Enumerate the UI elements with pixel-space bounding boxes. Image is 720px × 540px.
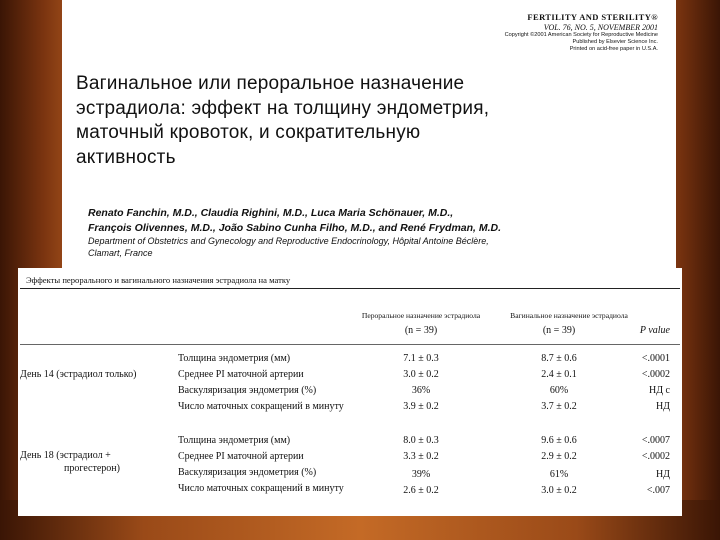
oral-value: 36% <box>411 385 431 396</box>
title-line: активность <box>76 146 176 168</box>
journal-volume: VOL. 76, NO. 5, NOVEMBER 2001 <box>543 23 658 32</box>
vaginal-value: 3.7 ± 0.2 <box>541 401 577 412</box>
n-vaginal: (n = 39) <box>542 325 576 336</box>
row-label: Среднее PI маточной артерии <box>178 369 304 380</box>
journal-printed: Printed on acid-free paper in U.S.A. <box>569 46 658 52</box>
p-value: <.0002 <box>641 451 670 462</box>
vaginal-value: 9.6 ± 0.6 <box>541 435 577 446</box>
table-top-rule <box>20 288 680 289</box>
oral-value: 39% <box>411 469 431 480</box>
p-value: <.007 <box>646 485 670 496</box>
author-list <box>88 206 668 235</box>
vaginal-value: 3.0 ± 0.2 <box>541 485 577 496</box>
row-label: Толщина эндометрия (мм) <box>178 353 291 364</box>
vaginal-value: 8.7 ± 0.6 <box>541 353 577 364</box>
journal-publisher: Published by Elsevier Science Inc. <box>572 39 658 45</box>
row-label: Число маточных сокращений в минуту <box>178 483 344 494</box>
day-14-label: День 14 (эстрадиол только) <box>20 369 137 380</box>
journal-masthead <box>505 12 658 53</box>
author-line: Renato Fanchin, M.D., Claudia Righini, M.D., Luca Maria Schönauer, M.D., <box>88 207 454 219</box>
row-label: Число маточных сокращений в минуту <box>178 401 344 412</box>
p-value: <.0007 <box>641 435 670 446</box>
title-line: Вагинальное или пероральное назначение <box>76 73 465 94</box>
article-header-card <box>62 0 676 300</box>
journal-name: FERTILITY AND STERILITY® <box>527 12 658 22</box>
affiliation-line: Department of Obstetrics and Gynecology and Reproductive Endocrinology, Hôpital Antoine Béclère, <box>88 236 489 246</box>
p-value: НД <box>655 469 670 480</box>
journal-copyright: Copyright ©2001 American Society for Reproductive Medicine <box>504 32 658 38</box>
day-18-label: День 18 (эстрадиол + прогестерон) <box>20 450 120 474</box>
row-label: Толщина эндометрия (мм) <box>178 435 291 446</box>
vaginal-value: 61% <box>549 469 569 480</box>
row-label: Васкуляризация эндометрия (%) <box>178 467 317 478</box>
table-caption: Эффекты перорального и вагинального назначения эстрадиола на матку <box>26 275 291 285</box>
header-rule <box>20 344 680 345</box>
oral-value: 3.9 ± 0.2 <box>403 401 439 412</box>
oral-value: 3.3 ± 0.2 <box>403 451 439 462</box>
affiliation <box>88 236 668 259</box>
row-label: Среднее PI маточной артерии <box>178 451 304 462</box>
p-value-header: P value <box>639 325 670 336</box>
oral-value: 7.1 ± 0.3 <box>403 353 439 364</box>
title-line: эстрадиола: эффект на толщину эндометрия, <box>76 97 490 119</box>
n-oral: (n = 39) <box>404 325 438 336</box>
p-value: <.0002 <box>641 369 670 380</box>
p-value: <.0001 <box>641 353 670 364</box>
affiliation-line: Clamart, France <box>88 247 153 258</box>
col-header-vaginal: Вагинальное назначение эстрадиола <box>510 311 628 320</box>
title-line: маточный кровоток, и сократительную <box>76 122 421 143</box>
oral-value: 8.0 ± 0.3 <box>403 435 439 446</box>
vaginal-value: 60% <box>549 385 569 396</box>
row-label: Васкуляризация эндометрия (%) <box>178 385 317 396</box>
article-title <box>76 72 666 170</box>
vaginal-value: 2.4 ± 0.1 <box>541 369 577 380</box>
vaginal-value: 2.9 ± 0.2 <box>541 451 577 462</box>
results-table-card <box>18 268 682 516</box>
oral-value: 3.0 ± 0.2 <box>403 369 439 380</box>
p-value: НД <box>655 401 670 412</box>
col-header-oral: Пероральное назначение эстрадиола <box>361 311 481 320</box>
p-value: НД c <box>649 385 670 396</box>
oral-value: 2.6 ± 0.2 <box>403 485 439 496</box>
author-line: François Olivennes, M.D., João Sabino Cunha Filho, M.D., and René Frydman, M.D. <box>88 221 502 234</box>
